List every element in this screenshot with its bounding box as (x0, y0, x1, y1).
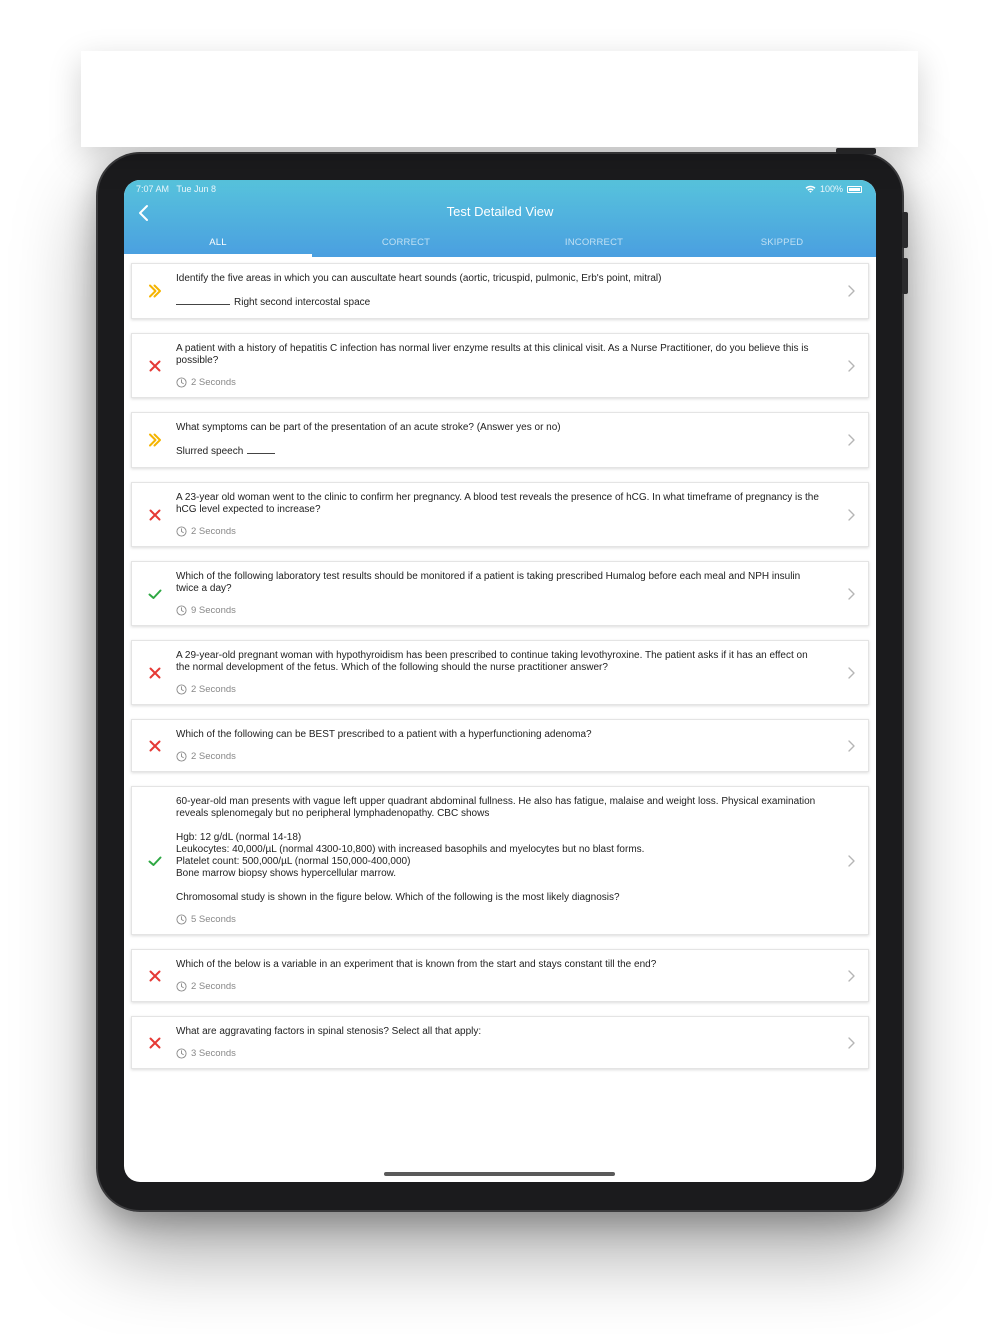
chevron-right-icon (846, 666, 856, 680)
question-card[interactable] (131, 949, 869, 1002)
time-text: 2 Seconds (191, 526, 236, 537)
double-chevron-right-icon (147, 283, 163, 299)
question-card[interactable] (131, 482, 869, 547)
chevron-right-icon (846, 359, 856, 373)
home-indicator[interactable] (384, 1172, 615, 1176)
time-spent (176, 751, 824, 762)
chevron-right-icon (846, 284, 856, 298)
filter-tabs (124, 234, 876, 257)
question-card[interactable] (131, 640, 869, 705)
blank-line (247, 453, 275, 454)
x-icon (147, 1035, 163, 1051)
chevron-right-icon (846, 587, 856, 601)
question-text: What are aggravating factors in spinal stenosis? Select all that apply: (176, 1026, 482, 1037)
answer-text: Slurred speech (176, 446, 244, 457)
question-text: A patient with a history of hepatitis C infection has normal liver enzyme results at this clinical visit. As a Nurse Practitioner, do you believe this is possible? (176, 343, 809, 366)
volume-button-lower (902, 258, 908, 294)
check-icon (147, 586, 163, 602)
page-title: Test Detailed View (446, 204, 554, 219)
tab-all[interactable]: ALL (124, 234, 312, 257)
tab-incorrect[interactable]: INCORRECT (564, 237, 624, 248)
x-icon (147, 665, 163, 681)
status-bar-right (805, 184, 862, 194)
top-white-card (81, 51, 918, 147)
answer-row (176, 446, 824, 458)
question-text: A 29-year-old pregnant woman with hypothyroidism has been prescribed to continue taking levothyroxine. The patient asks if it has an effect on the normal development of the fetus. Which of the following should the nurse practitioner answer? (176, 650, 808, 673)
question-text: Which of the following can be BEST prescribed to a patient with a hyperfunctioning adenoma? (176, 729, 592, 740)
x-icon (147, 358, 163, 374)
app-screen (124, 180, 876, 1182)
status-bar-left (136, 184, 216, 194)
blank-line (176, 304, 230, 305)
question-card[interactable] (131, 719, 869, 772)
clock-icon (176, 377, 187, 388)
time-spent (176, 914, 824, 925)
question-card[interactable] (131, 333, 869, 398)
time-spent (176, 1048, 824, 1059)
power-button (836, 148, 876, 154)
answer-text: Right second intercostal space (234, 297, 371, 308)
time-text: 2 Seconds (191, 981, 236, 992)
chevron-right-icon (846, 1036, 856, 1050)
volume-button (902, 212, 908, 248)
time-spent (176, 981, 824, 992)
question-text: Which of the following laboratory test results should be monitored if a patient is taking prescribed Humalog before each meal and NPH insulin twice a day? (176, 571, 801, 594)
time-text: 9 Seconds (191, 605, 236, 616)
time-text: 2 Seconds (191, 751, 236, 762)
chevron-right-icon (846, 969, 856, 983)
x-icon (147, 507, 163, 523)
double-chevron-right-icon (147, 432, 163, 448)
x-icon (147, 738, 163, 754)
status-time: 7:07 AM (136, 184, 170, 194)
question-card[interactable] (131, 412, 869, 468)
question-text: Identify the five areas in which you can auscultate heart sounds (aortic, tricuspid, pulmonic, Erb's point, mitral) (176, 273, 662, 284)
time-text: 2 Seconds (191, 377, 236, 388)
time-text: 3 Seconds (191, 1048, 236, 1059)
question-card[interactable] (131, 561, 869, 626)
clock-icon (176, 1048, 187, 1059)
time-spent (176, 377, 824, 388)
question-card[interactable] (131, 263, 869, 319)
battery-percent: 100% (819, 184, 843, 194)
clock-icon (176, 605, 187, 616)
battery-icon (847, 186, 862, 193)
x-icon (147, 968, 163, 984)
question-list (131, 263, 869, 1083)
clock-icon (176, 526, 187, 537)
time-spent (176, 605, 824, 616)
wifi-icon (805, 185, 816, 193)
clock-icon (176, 751, 187, 762)
time-spent (176, 526, 824, 537)
time-text: 2 Seconds (191, 684, 236, 695)
tab-correct[interactable]: CORRECT (381, 237, 431, 248)
chevron-right-icon (846, 854, 856, 868)
question-text: Which of the below is a variable in an experiment that is known from the start and stays constant till the end? (176, 959, 657, 970)
question-text: A 23-year old woman went to the clinic to confirm her pregnancy. A blood test reveals the presence of hCG. In what timeframe of pregnancy is the hCG level expected to increase? (176, 492, 819, 515)
clock-icon (176, 684, 187, 695)
chevron-right-icon (846, 508, 856, 522)
question-text: 60-year-old man presents with vague left upper quadrant abdominal fullness. He also has fatigue, malaise and weight loss. Physical examination reveals splenomegaly but no peripheral lymphadenopathy. CBC shows Hgb: 12 g/dL (normal 14-18) Leukocytes: 40,000/µL (normal 4300-10,800) with increased basophils and myelocytes but no blast forms. Platelet count: 500,000/µL (normal 150,000-400,000) Bone marrow biopsy shows hypercellular marrow. Chromosomal study is shown in the figure below. Which of the following is the most likely diagnosis? (176, 796, 816, 903)
chevron-right-icon (846, 739, 856, 753)
answer-row (176, 297, 824, 309)
status-date: Tue Jun 8 (176, 184, 217, 194)
question-card[interactable] (131, 1016, 869, 1069)
app-header (124, 180, 876, 257)
clock-icon (176, 914, 187, 925)
check-icon (147, 853, 163, 869)
question-text: What symptoms can be part of the presentation of an acute stroke? (Answer yes or no) (176, 422, 561, 433)
clock-icon (176, 981, 187, 992)
time-spent (176, 684, 824, 695)
question-card[interactable] (131, 786, 869, 935)
time-text: 5 Seconds (191, 914, 236, 925)
tab-skipped[interactable]: SKIPPED (760, 237, 804, 248)
chevron-right-icon (846, 433, 856, 447)
